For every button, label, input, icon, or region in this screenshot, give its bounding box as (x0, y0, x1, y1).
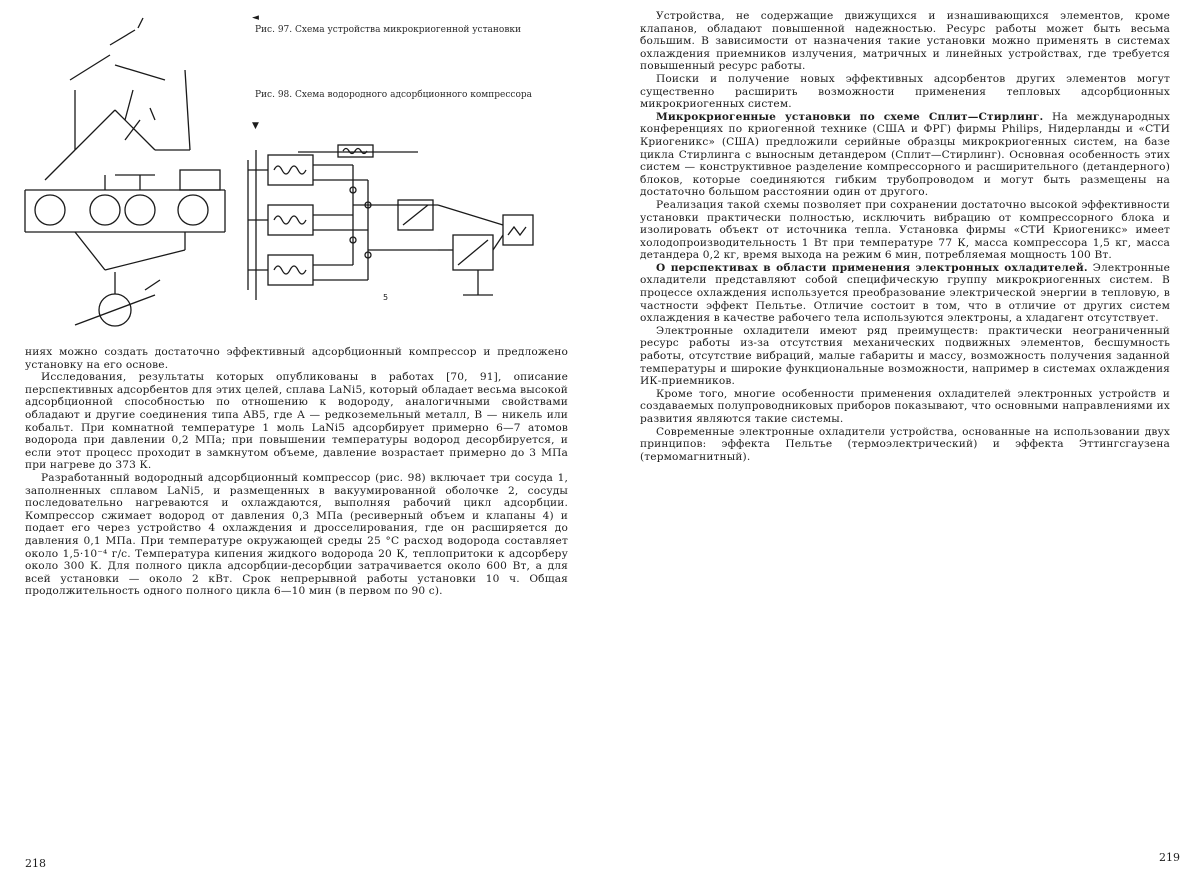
right-page-text (640, 10, 1170, 463)
figure-98-caption: Рис. 98. Схема водородного адсорбционного компрессора (255, 90, 533, 100)
right-page (600, 0, 1200, 883)
figure-97-caption: Рис. 97. Схема устройства микрокриогенной установки (255, 25, 522, 35)
right-paragraph-section-heading: О перспективах в области применения электронных охладителей. Электронные охладители представляют собой специфическую группу микрокриогенных систем. В процессе охлаждения используется преобразование электрической энергии в тепловую, в частности эффект Пельтье. Отличие состоит в том, что в отличие от других систем охлаждения в качестве рабочего тела используются электроны, а хладагент отсутствует. (640, 261, 1170, 325)
left-paragraph: Исследования, результаты которых опубликованы в работах [70, 91], описание перспективных адсорбентов для этих целей, сплава LaNi5, который обладает весьма высокой адсорбционной способностью по отношению к водороду, аналогичными свойствами обладают и другие соединения типа AB5, где А — редкоземельный металл, В — никель или кобальт. При комнатной температуре 1 моль LaNi5 адсорбирует примерно 6—7 атомов водорода при давлении 0,2 МПа; при повышении температуры водород десорбируется, и если этот процесс проходит в замкнутом объеме, давление возрастает примерно до 3 МПа при нагреве до 373 К. (25, 371, 568, 472)
left-paragraph: ниях можно создать достаточно эффективный адсорбционный компрессор и предложено установку на его основе. (25, 346, 568, 371)
caption-marker-top: ◄ (252, 13, 259, 23)
figure-98-compressor-scheme (238, 140, 538, 310)
left-paragraph: Разработанный водородный адсорбционный компрессор (рис. 98) включает три сосуда 1, заполненных сплавом LaNi5, и размещенных в вакуумированной оболочке 2, сосуды последовательно нагреваются и охлаждаются, выполняя рабочий цикл адсорбции. Компрессор сжимает водород от давления 0,3 МПа (ресиверный объем и клапаны 4) и подает его через устройство 4 охлаждения и дросселирования, где он расширяется до давления 0,1 МПа. При температуре окружающей среды 25 °С расход водорода составляет около 1,5·10⁻⁴ г/с. Температура кипения жидкого водорода 20 К, теплопритоки к адсорберу около 300 К. Для полного цикла адсорбции-десорбции затрачивается около 600 Вт, а для всей установки — около 2 кВт. Срок непрерывной работы установки 10 ч. Общая продолжительность одного полного цикла 6—10 мин (в первом по 90 с). (25, 471, 568, 598)
right-paragraph-section-heading: Микрокриогенные установки по схеме Сплит—Стирлинг. На международных конференциях по криогенной технике (США и ФРГ) фирмы Philips, Нидерланды и «СТИ Криогеникс» (США) предложили серийные образцы микрокриогенных систем, на базе цикла Стирлинга с выносным детандером (Сплит—Стирлинг). Основная особенность этих систем — конструктивное разделение компрессорного и расширительного (детандерного) блоков, которые соединяются гибким трубопроводом и могут быть размещены на достаточно большом расстоянии один от другого. (640, 110, 1170, 199)
right-paragraph: Электронные охладители имеют ряд преимуществ: практически неограниченный ресурс работы из-за отсутствия механических подвижных элементов, бесшумность работы, отсутствие вибраций, малые габариты и массу, возможность получения заданной температуры и широкие функциональные возможности, например в системах охлаждения ИК-приемников. (640, 324, 1170, 388)
page-number-right: 219 (1159, 851, 1180, 864)
right-paragraph: Поиски и получение новых эффективных адсорбентов других элементов могут существенно расширить возможности применения тепловых адсорбционных микрокриогенных систем. (640, 72, 1170, 111)
page-number-left: 218 (25, 857, 46, 870)
figure-97-cryogenic-setup (15, 10, 250, 340)
left-page-text (25, 346, 568, 598)
section-heading: Микрокриогенные установки по схеме Сплит—Стирлинг. (656, 110, 1044, 123)
caption-marker-bottom: ▼ (252, 121, 259, 131)
right-paragraph: Кроме того, многие особенности применения охладителей электронных устройств и создаваемых полупроводниковых приборов показывают, что основными направлениями их развития являются такие системы. (640, 387, 1170, 425)
right-paragraph: Устройства, не содержащие движущихся и изнашивающихся элементов, кроме клапанов, обладают повышенной надежностью. Ресурс работы может быть весьма большим. В зависимости от назначения такие установки можно применять в системах охлаждения приемников излучения, матричных и линейных устройствах, где требуется повышенный ресурс работы. (640, 10, 1170, 73)
right-paragraph: Реализация такой схемы позволяет при сохранении достаточно высокой эффективности установки практически полностью, исключить вибрацию от компрессорного блока и изолировать объект от источника тепла. Установка фирмы «СТИ Криогеникс» имеет холодопроизводительность 1 Вт при температуре 77 К, масса компрессора 1,5 кг, масса детандера 0,2 кг, время выхода на режим 6 мин, потребляемая мощность 100 Вт. (640, 198, 1170, 262)
section-heading: О перспективах в области применения электронных охладителей. (656, 261, 1088, 274)
right-paragraph: Современные электронные охладители устройства, основанные на использовании двух принципов: эффекта Пельтье (термоэлектрический) и эффекта Эттингсгаузена (термомагнитный). (640, 425, 1170, 463)
figure-98-label: 5 (383, 293, 389, 302)
